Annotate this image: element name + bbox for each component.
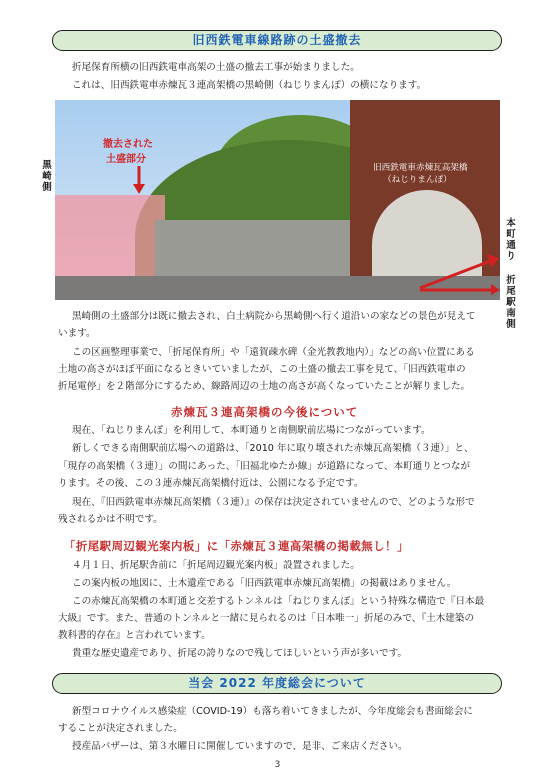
paragraph-line: 新しくできる南側駅前広場への道路は、「2010 年に取り壊された赤煉瓦高架橋（３連）」と、	[72, 443, 474, 454]
page-number: 3	[274, 760, 281, 770]
paragraph-line: ４月１日、折尾駅舎前に「折尾周辺観光案内板」設置されました。	[72, 560, 360, 571]
photo-label-kurosaki-side: 黒崎側	[42, 160, 52, 193]
paragraph-line: この案内板の地図に、土木遺産である「旧西鉄電車赤煉瓦高架橋」の掲載はありません。	[72, 578, 457, 589]
paragraph-line: することが決定されました。	[58, 723, 183, 734]
photo-label-bridge-line1: 旧西鉄電車赤煉瓦高架橋	[373, 163, 468, 173]
paragraph-line: これは、旧西鉄電車赤煉瓦３連高架橋の黒崎側（ねじりまんぽ）の横になります。	[72, 80, 427, 91]
paragraph-line: 折尾保育所横の旧西鉄電車高架の土盛の撤去工事が始まりました。	[72, 62, 360, 73]
paragraph-line: 「現存の高架橋（３連）」の間にあった、「旧福北ゆたか線」が道路になって、本町通りとつなが	[58, 461, 471, 472]
paragraph-line: 土地の高さがほぼ平面になるときいていましたが、この土盛の撤去工事を見て、「旧西鉄電車の	[58, 364, 466, 375]
paragraph-line: います。	[58, 328, 96, 339]
section-heading: 赤煉瓦３連高架橋の今後について	[171, 405, 359, 419]
paragraph-line: 残されるかは不明です。	[58, 514, 163, 525]
photo-embankment	[55, 100, 500, 300]
paragraph-line: 現在、『旧西鉄電車赤煉瓦高架橋（３連）』の保存は決定されていませんので、どのような形で	[72, 497, 475, 508]
paragraph-line: 貴重な歴史遺産であり、折尾の誇りなので残してほしいという声が多いです。	[72, 648, 408, 659]
paragraph-line: 折尾電停」を２階部分にするため、線路周辺の土地の高さが高くなっていたことが解りました。	[58, 381, 471, 392]
section-title-banner: 旧西鉄電車線路跡の土盛撤去	[52, 30, 502, 51]
photo-label-bridge-line2: （ねじりまんぽ）	[383, 175, 452, 185]
arrow-icon	[415, 250, 500, 295]
paragraph-line: 大級』です。また、普通のトンネルと一緒に見られるのは「日本唯一」折尾のみで、『土木建築の	[58, 613, 475, 624]
paragraph-line: 教科書的存在』と言われています。	[58, 630, 211, 641]
paragraph-line: この区画整理事業で、「折尾保育所」や「遠賀疎水碑（金光教教地内）」などの高い位置にある	[72, 347, 475, 358]
photo-label-removed-line2: 土盛部分	[106, 154, 146, 165]
photo-label-removed-line1: 撤去された	[103, 139, 153, 150]
section-heading: 「折尾駅周辺観光案内板」に「赤煉瓦３連高架橋の掲載無し！」	[64, 539, 409, 553]
paragraph-line: 授産品バザーは、第３水曜日に開催していますので、是非、ご来店ください。	[72, 741, 408, 752]
paragraph-line: ります。その後、この３連赤煉瓦高架橋付近は、公園になる予定です。	[58, 478, 364, 489]
paragraph-line: 黒崎側の土盛部分は既に撤去され、白土病院から黒崎側へ行く道沿いの家などの景色が見えて	[72, 311, 476, 322]
paragraph-line: 新型コロナウイルス感染症（COVID-19）も落ち着いてきましたが、今年度総会も書面総会に	[72, 706, 473, 717]
arrow-down-icon	[133, 166, 145, 194]
section-title-banner: 当会 2022 年度総会について	[52, 673, 502, 694]
photo-label-honmachi: 本町通り	[506, 218, 516, 262]
paragraph-line: この赤煉瓦高架橋の本町通と交差するトンネルは「ねじりまんぽ」という特殊な構造で『日本最	[72, 596, 485, 607]
photo-label-orio-south: 折尾駅南側	[506, 275, 516, 330]
paragraph-line: 現在、「ねじりまんぽ」を利用して、本町通りと南側駅前広場につながっています。	[72, 425, 431, 436]
